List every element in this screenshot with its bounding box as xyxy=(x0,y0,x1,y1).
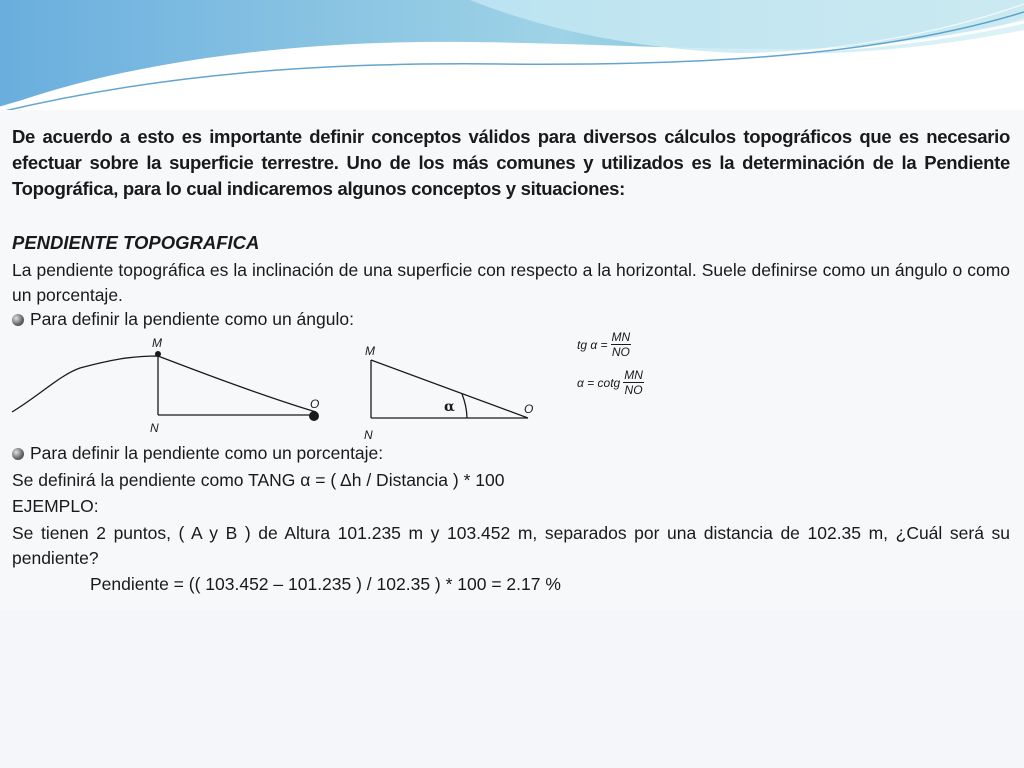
header-wave-decoration xyxy=(0,0,1024,120)
example-label: EJEMPLO: xyxy=(12,496,99,516)
diagram-terrain-profile xyxy=(12,352,316,415)
result-formula: Pendiente = (( 103.452 – 101.235 ) / 102.35 ) * 100 = 2.17 % xyxy=(90,574,561,594)
percent-definition: Se definirá la pendiente como TANG α = ( Δh / Distancia ) * 100 xyxy=(12,470,505,490)
label-n-left: N xyxy=(150,421,159,435)
label-n-right: N xyxy=(364,428,373,442)
formula-tangent-fraction xyxy=(611,330,632,359)
section-heading: PENDIENTE TOPOGRAFICA xyxy=(12,232,260,253)
angle-alpha-label: α xyxy=(444,399,455,415)
bullet-angle-text: Para definir la pendiente como un ángulo: xyxy=(30,309,354,329)
formula-tangent-numerator: MN xyxy=(611,330,631,344)
intro-paragraph: De acuerdo a esto es importante definir conceptos válidos para diversos cálculos topográficos que es necesario efectuar sobre la superficie terrestre. Uno de los más comunes y utilizados es la determinación de la Pendiente Topográfica, para lo cual indicaremos algunos conceptos y situaciones: xyxy=(12,126,1010,199)
formula-cotangent xyxy=(577,368,644,397)
bullet-angle-line xyxy=(12,309,354,330)
formula-cotangent-lhs: α = cotg xyxy=(577,375,621,390)
label-m-left: M xyxy=(152,336,162,350)
label-o-right: O xyxy=(524,402,534,416)
bullet-percent-text: Para definir la pendiente como un porcentaje: xyxy=(30,443,384,463)
label-m-right: M xyxy=(365,344,375,358)
bullet-icon xyxy=(12,448,24,460)
slide-background-bottom xyxy=(0,610,1024,768)
formula-cotangent-numerator: MN xyxy=(624,368,643,382)
bullet-percent-line xyxy=(12,443,383,464)
bullet-icon xyxy=(12,314,24,326)
point-m-marker xyxy=(155,351,161,357)
example-text: Se tienen 2 puntos, ( A y B ) de Altura 101.235 m y 103.452 m, separados por una distancia de 102.35 m, ¿Cuál será su pendiente? xyxy=(12,523,1010,568)
label-o-left: O xyxy=(310,397,320,411)
definition-paragraph: La pendiente topográfica es la inclinación de una superficie con respecto a la horizontal. Suele definirse como un ángulo o como un porcentaje. xyxy=(12,260,1010,305)
formula-tangent-denominator: NO xyxy=(611,345,630,359)
formula-cotangent-fraction xyxy=(623,368,644,397)
formula-tangent-lhs: tg α = xyxy=(577,337,608,352)
point-o-marker xyxy=(309,411,319,421)
formula-cotangent-denominator: NO xyxy=(624,383,643,397)
formula-tangent xyxy=(577,330,631,359)
